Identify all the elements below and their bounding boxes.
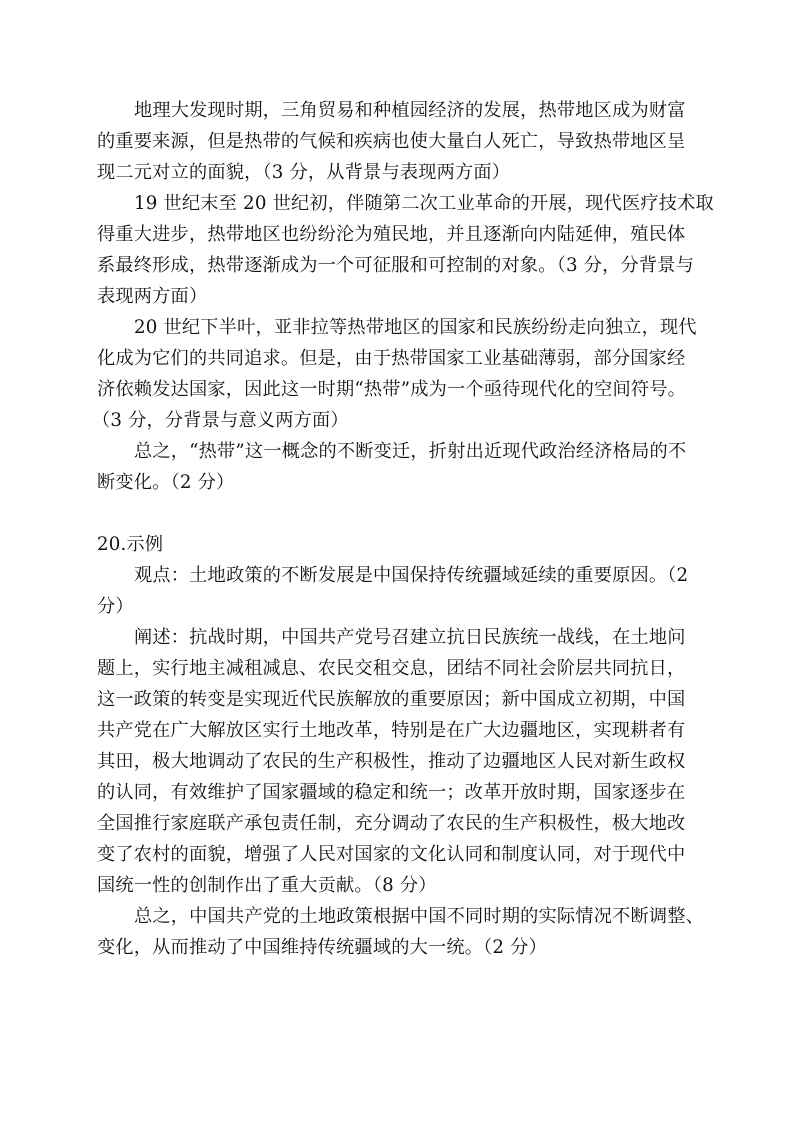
text-line: 总之，“热带”这一概念的不断变迁，折射出近现代政治经济格局的不 — [134, 441, 687, 462]
text-line: 济依赖发达国家，因此这一时期“热带”成为一个亟待现代化的空间符号。 — [97, 379, 687, 400]
text-line: （3 分，分背景与意义两方面） — [92, 410, 349, 431]
text-line: 断变化。（2 分） — [97, 472, 235, 493]
text-line: 变了农村的面貌，增强了人民对国家的文化认同和制度认同，对于现代中 — [97, 844, 686, 865]
text-line: 的认同，有效维护了国家疆域的稳定和统一；改革开放时期，国家逐步在 — [97, 782, 686, 803]
section-heading: 20.示例 — [97, 534, 164, 555]
text-line: 20 世纪下半叶，亚非拉等热带地区的国家和民族纷纷走向独立，现代 — [134, 317, 697, 338]
text-line: 现二元对立的面貌，（3 分，从背景与表现两方面） — [97, 162, 511, 183]
text-line: 表现两方面） — [97, 286, 208, 307]
text-line: 全国推行家庭联产承包责任制，充分调动了农民的生产积极性，极大地改 — [97, 813, 686, 834]
text-line: 地理大发现时期，三角贸易和种植园经济的发展，热带地区成为财富 — [134, 100, 686, 121]
text-line: 化成为它们的共同追求。但是，由于热带国家工业基础薄弱，部分国家经 — [97, 348, 686, 369]
text-line: 总之，中国共产党的土地政策根据中国不同时期的实际情况不断调整、 — [134, 906, 705, 927]
text-line: 系最终形成，热带逐渐成为一个可征服和可控制的对象。（3 分，分背景与 — [97, 255, 695, 276]
text-line: 观点：土地政策的不断发展是中国保持传统疆域延续的重要原因。（2 — [134, 565, 689, 586]
text-line: 变化，从而推动了中国维持传统疆域的大一统。（2 分） — [97, 937, 547, 958]
text-line: 19 世纪末至 20 世纪初，伴随第二次工业革命的开展，现代医疗技术取 — [134, 193, 714, 214]
text-line: 分） — [97, 596, 134, 617]
text-line: 其田，极大地调动了农民的生产积极性，推动了边疆地区人民对新生政权 — [97, 751, 686, 772]
text-line: 阐述：抗战时期，中国共产党号召建立抗日民族统一战线，在土地问 — [134, 627, 686, 648]
text-line: 的重要来源，但是热带的气候和疾病也使大量白人死亡，导致热带地区呈 — [97, 131, 686, 152]
text-line: 题上，实行地主减租减息、农民交租交息，团结不同社会阶层共同抗日， — [97, 658, 686, 679]
text-line: 国统一性的创制作出了重大贡献。（8 分） — [97, 875, 437, 896]
text-line: 得重大进步，热带地区也纷纷沦为殖民地，并且逐渐向内陆延伸，殖民体 — [97, 224, 686, 245]
text-line: 这一政策的转变是实现近代民族解放的重要原因；新中国成立初期，中国 — [97, 689, 686, 710]
text-line: 共产党在广大解放区实行土地改革，特别是在广大边疆地区，实现耕者有 — [97, 720, 686, 741]
